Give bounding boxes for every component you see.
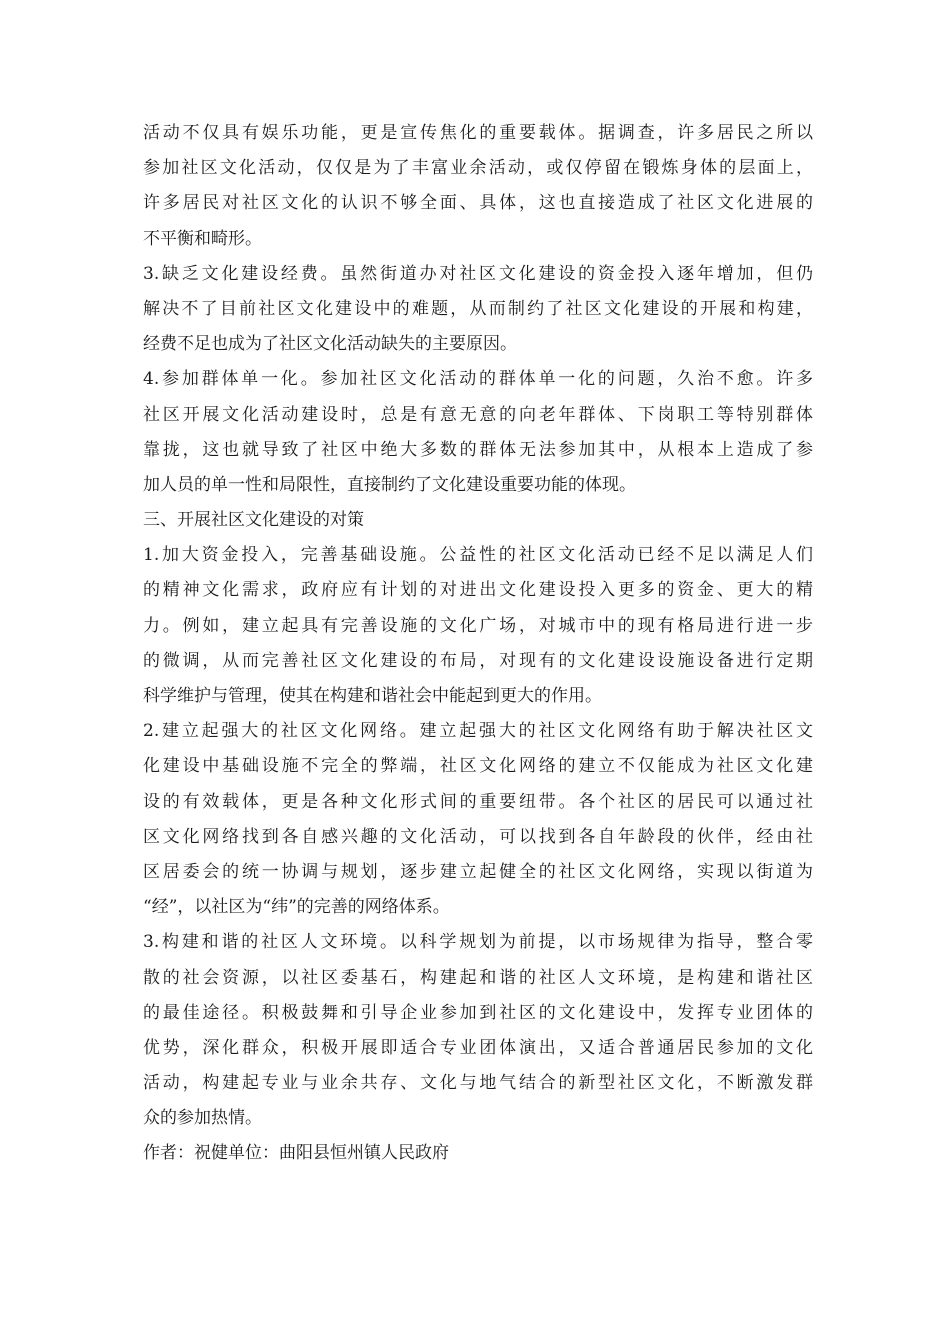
text-line: 3.缺乏文化建设经费。虽然街道办对社区文化建设的资金投入逐年增加，但仍 (143, 263, 813, 284)
text-line: 4.参加群体单一化。参加社区文化活动的群体单一化的问题，久治不愈。许多 (143, 369, 813, 390)
text-line: 设的有效载体，更是各种文化形式间的重要纽带。各个社区的居民可以通过社 (143, 791, 813, 812)
text-line: “经”，以社区为“纬”的完善的网络体系。 (143, 897, 450, 918)
text-line: 散的社会资源，以社区委基石，构建起和谐的社区人文环境，是构建和谐社区 (143, 967, 813, 988)
text-line: 活动不仅具有娱乐功能，更是宣传焦化的重要载体。据调查，许多居民之所以 (143, 123, 813, 143)
text-line: 3.构建和谐的社区人文环境。以科学规划为前提，以市场规律为指导，整合零 (143, 932, 813, 953)
document-body (143, 116, 813, 1172)
text-line: 的微调，从而完善社区文化建设的布局，对现有的文化建设设施设备进行定期 (143, 650, 813, 671)
text-line: 解决不了目前社区文化建设中的难题，从而制约了社区文化建设的开展和构建， (143, 298, 813, 319)
text-line: 社区开展文化活动建设时，总是有意无意的向老年群体、下岗职工等特别群体 (143, 404, 813, 425)
text-line: 的最佳途径。积极鼓舞和引导企业参加到社区的文化建设中，发挥专业团体的 (143, 1002, 813, 1023)
text-line: 经费不足也成为了社区文化活动缺失的主要原因。 (143, 334, 517, 355)
text-line: 活动，构建起专业与业余共存、文化与地气结合的新型社区文化，不断激发群 (143, 1073, 813, 1094)
text-line: 化建设中基础设施不完全的弊端，社区文化网络的建立不仅能成为社区文化建 (143, 756, 813, 777)
text-line: 作者：祝健单位：曲阳县恒州镇人民政府 (143, 1143, 449, 1164)
text-line: 三、开展社区文化建设的对策 (143, 510, 364, 531)
text-line: 区文化网络找到各自感兴趣的文化活动，可以找到各自年龄段的伙伴，经由社 (143, 826, 813, 847)
text-line: 加人员的单一性和局限性，直接制约了文化建设重要功能的体现。 (143, 474, 636, 495)
text-line: 力。例如，建立起具有完善设施的文化广场，对城市中的现有格局进行进一步 (143, 615, 813, 636)
text-line: 参加社区文化活动，仅仅是为了丰富业余活动，或仅停留在锻炼身体的层面上， (143, 158, 813, 179)
text-line: 科学维护与管理，使其在构建和谐社会中能起到更大的作用。 (143, 686, 602, 706)
text-line: 许多居民对社区文化的认识不够全面、具体，这也直接造成了社区文化进展的 (143, 193, 813, 214)
text-line: 众的参加热情。 (143, 1108, 262, 1129)
text-line: 不平衡和畸形。 (143, 228, 262, 249)
text-line: 2.建立起强大的社区文化网络。建立起强大的社区文化网络有助于解决社区文 (143, 721, 813, 742)
text-line: 的精神文化需求，政府应有计划的对进出文化建设投入更多的资金、更大的精 (143, 580, 813, 601)
text-line: 靠拢，这也就导致了社区中绝大多数的群体无法参加其中，从根本上造成了参 (143, 439, 813, 460)
text-line: 1.加大资金投入，完善基础设施。公益性的社区文化活动已经不足以满足人们 (143, 545, 813, 566)
text-line: 优势，深化群众，积极开展即适合专业团体演出，又适合普通居民参加的文化 (143, 1037, 813, 1058)
text-line: 区居委会的统一协调与规划，逐步建立起健全的社区文化网络，实现以街道为 (143, 861, 813, 882)
